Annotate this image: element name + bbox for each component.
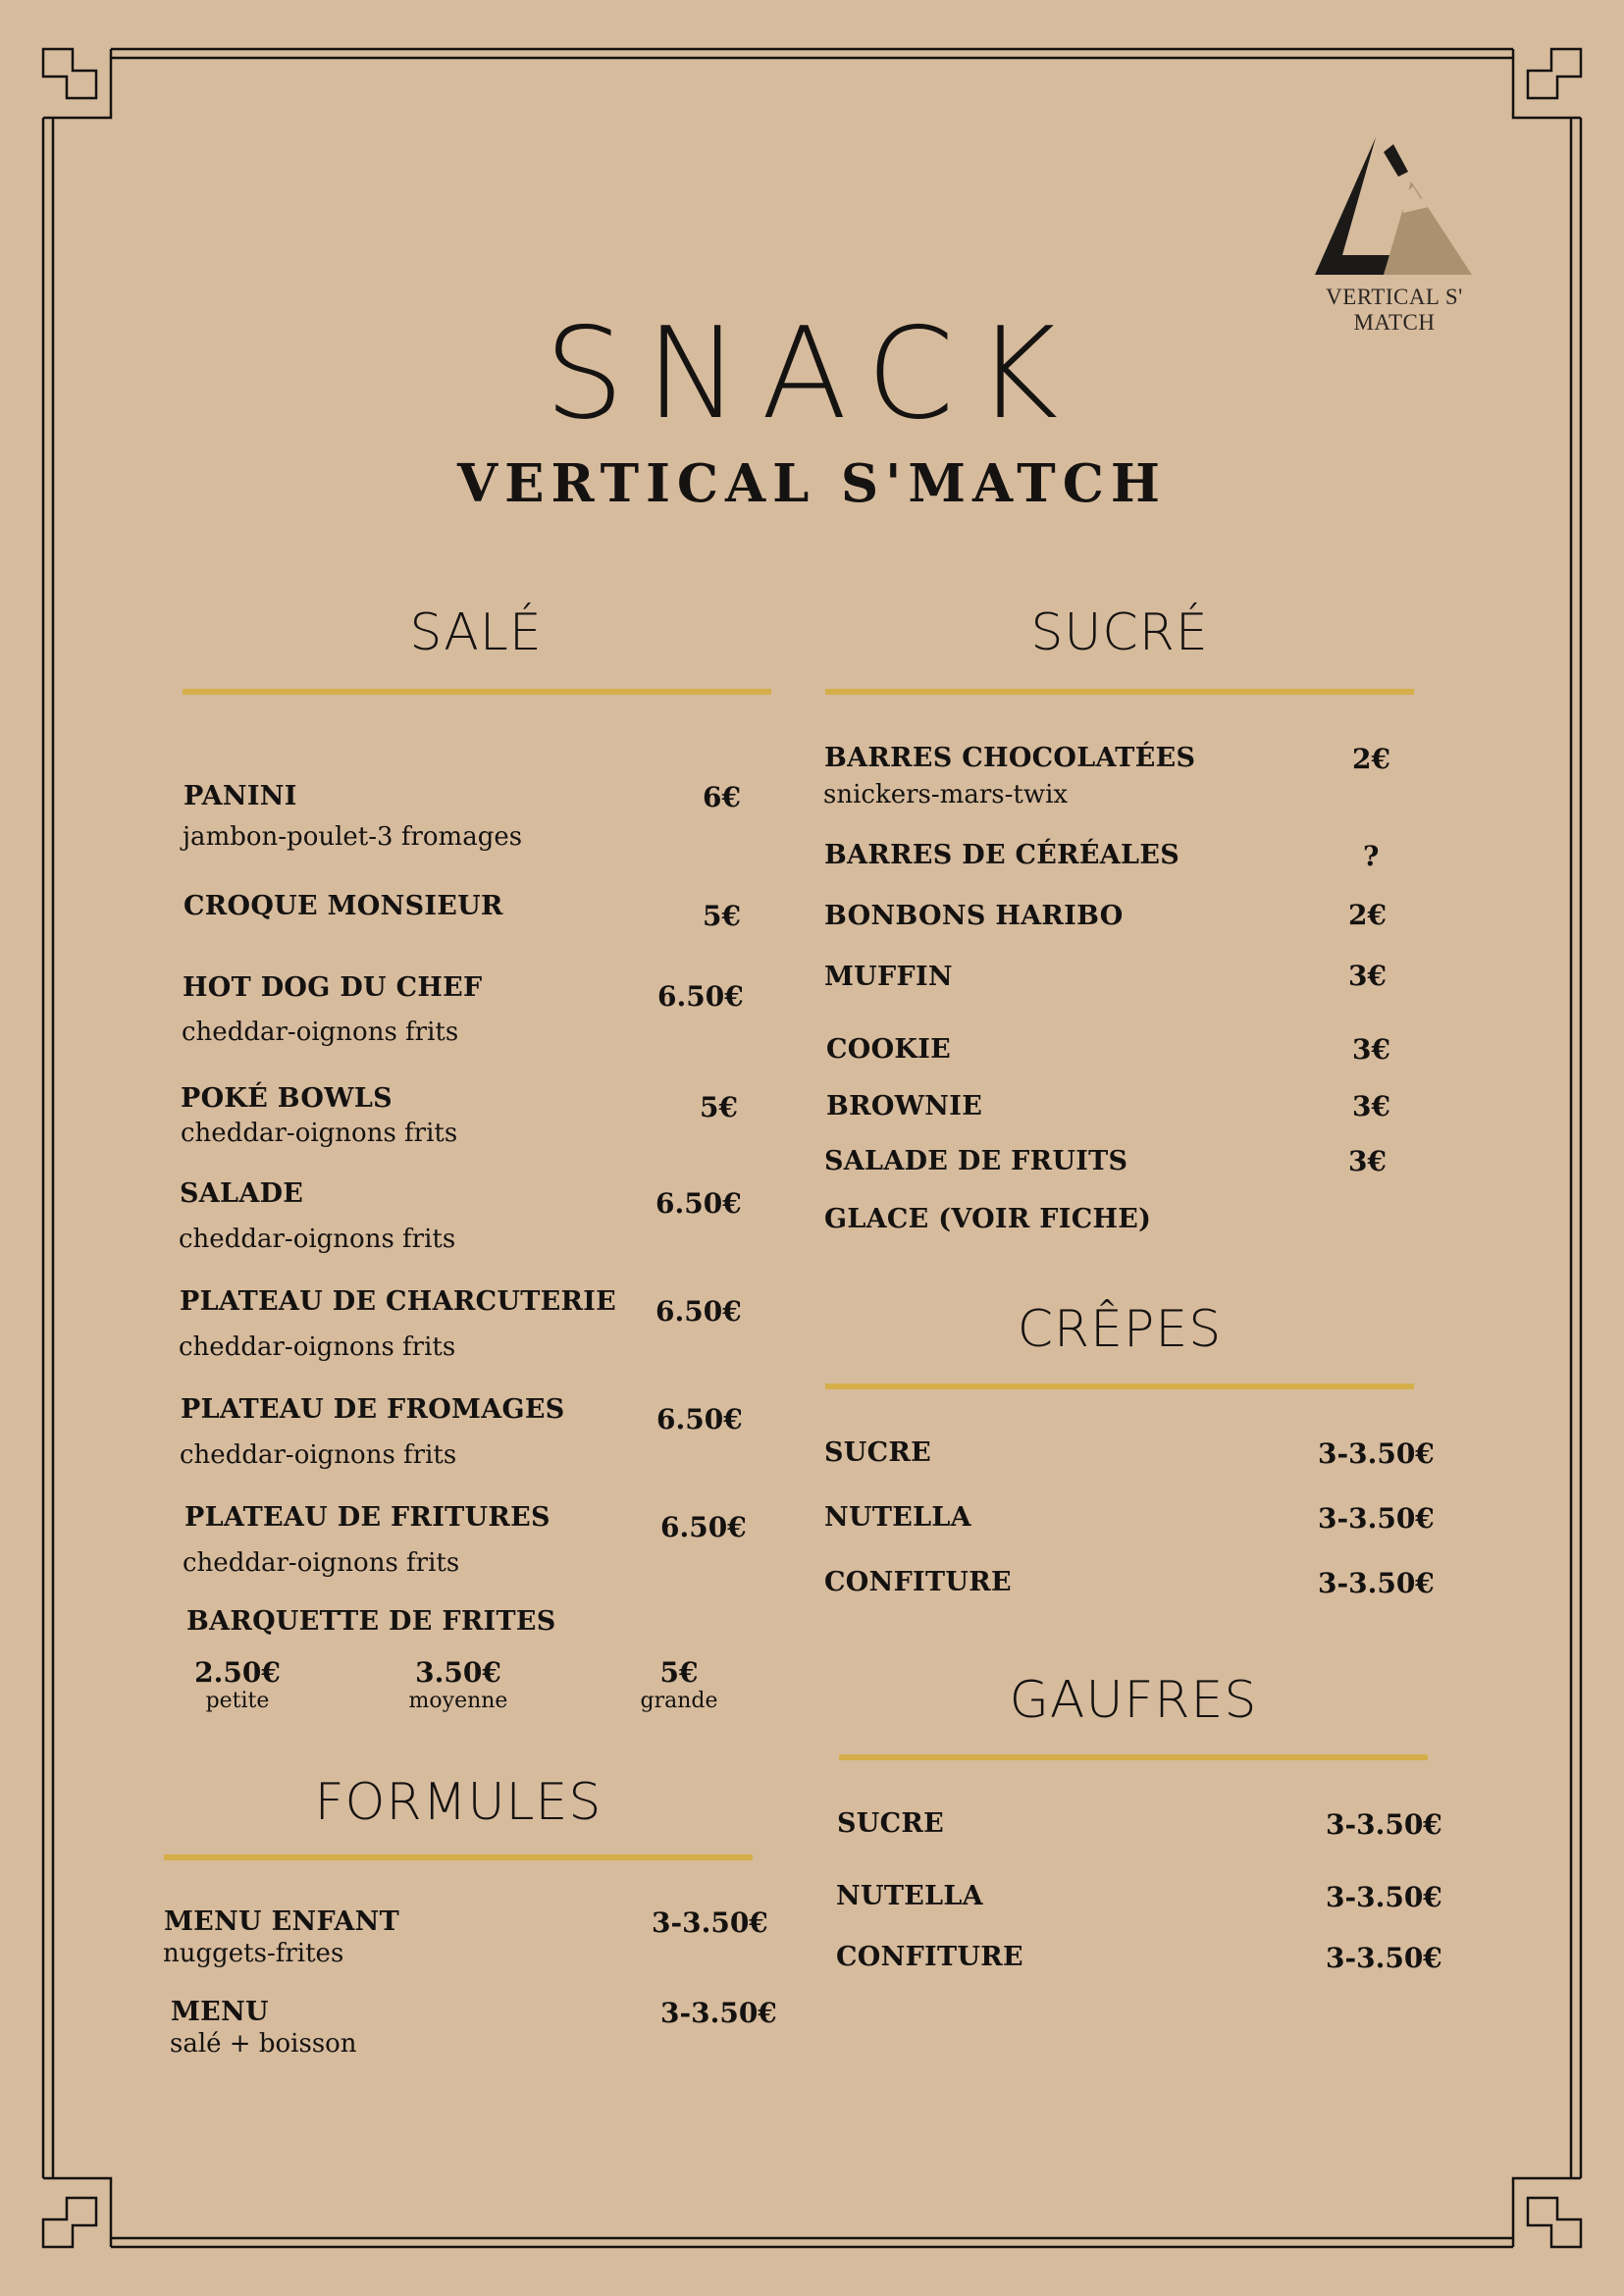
item-price: 3-3.50€ (1318, 1437, 1435, 1470)
item-description: snickers-mars-twix (823, 780, 1069, 809)
section-rule-sucre (825, 689, 1414, 695)
item-price: 6€ (703, 781, 741, 813)
frites-size-price: 3.50€ (415, 1656, 501, 1689)
item-description: cheddar-oignons frits (182, 1018, 459, 1047)
item-name: PLATEAU DE FROMAGES (181, 1394, 565, 1425)
item-name: POKÉ BOWLS (181, 1083, 393, 1114)
section-title-gaufres: GAUFRES (1009, 1671, 1258, 1730)
item-price: 2€ (1348, 899, 1387, 931)
item-price: 2€ (1352, 743, 1390, 775)
item-name: BARRES CHOCOLATÉES (824, 743, 1196, 773)
item-name: BARQUETTE DE FRITES (186, 1606, 556, 1637)
section-rule-sale (183, 689, 771, 695)
frites-size-grande (610, 1656, 748, 1713)
section-title-crepes: CRÊPES (1017, 1300, 1223, 1359)
vertical-smatch-logo (1285, 132, 1501, 280)
item-price: 3-3.50€ (660, 1997, 777, 2029)
item-name: GLACE (VOIR FICHE) (824, 1204, 1152, 1234)
item-name: CONFITURE (824, 1567, 1012, 1597)
item-name: MENU (171, 1997, 269, 2027)
item-name: NUTELLA (824, 1502, 971, 1533)
item-price: 6.50€ (655, 1295, 742, 1328)
item-price: 6.50€ (656, 1403, 743, 1435)
item-name: SUCRE (837, 1808, 945, 1839)
item-name: CROQUE MONSIEUR (183, 891, 503, 921)
item-name: PLATEAU DE FRITURES (184, 1502, 550, 1533)
frites-size-petite (169, 1656, 306, 1713)
page-subtitle: VERTICAL S'MATCH (457, 453, 1167, 514)
item-name: BONBONS HARIBO (824, 901, 1124, 931)
item-description: cheddar-oignons frits (183, 1548, 460, 1578)
frites-size-price: 2.50€ (194, 1656, 281, 1689)
item-price: 3-3.50€ (1318, 1502, 1435, 1535)
item-description: cheddar-oignons frits (179, 1332, 456, 1362)
section-title-sale: SALÉ (409, 603, 543, 662)
item-price: 3-3.50€ (1326, 1881, 1442, 1913)
section-title-sucre: SUCRÉ (1030, 603, 1209, 662)
item-price: 3-3.50€ (1318, 1567, 1435, 1599)
item-price: 3-3.50€ (1326, 1942, 1442, 1974)
item-price: 5€ (703, 900, 741, 932)
item-description: cheddar-oignons frits (181, 1119, 458, 1148)
frites-size-price: 5€ (659, 1656, 699, 1689)
section-rule-formules (164, 1854, 753, 1860)
page-title: SNACK (544, 301, 1080, 447)
item-name: BROWNIE (826, 1091, 983, 1122)
item-name: BARRES DE CÉRÉALES (824, 840, 1180, 870)
item-price: 3€ (1348, 1145, 1387, 1177)
item-price: 6.50€ (660, 1511, 747, 1543)
item-name: MENU ENFANT (164, 1906, 399, 1937)
item-price: 3€ (1352, 1033, 1390, 1066)
item-price: 3€ (1352, 1090, 1390, 1122)
item-description: jambon-poulet-3 fromages (183, 822, 523, 852)
section-rule-crepes (825, 1383, 1414, 1389)
item-name: NUTELLA (836, 1881, 983, 1911)
frites-size-label: petite (205, 1689, 270, 1713)
item-name: SALADE DE FRUITS (824, 1146, 1128, 1176)
item-price: 6.50€ (655, 1187, 742, 1220)
item-name: HOT DOG DU CHEF (183, 972, 483, 1003)
item-description: salé + boisson (170, 2029, 357, 2059)
item-price: 3-3.50€ (652, 1906, 768, 1939)
item-name: PANINI (183, 781, 297, 811)
frites-size-label: moyenne (408, 1689, 508, 1713)
item-description: nuggets-frites (163, 1939, 344, 1968)
item-name: CONFITURE (836, 1942, 1023, 1972)
item-name: SALADE (180, 1178, 304, 1209)
item-description: cheddar-oignons frits (179, 1225, 456, 1254)
item-name: COOKIE (826, 1034, 952, 1065)
section-title-formules: FORMULES (314, 1773, 602, 1832)
frites-size-label: grande (640, 1689, 718, 1713)
item-price: ? (1363, 840, 1380, 872)
item-price: 3€ (1348, 960, 1387, 992)
frites-size-moyenne (390, 1656, 527, 1713)
section-rule-gaufres (839, 1754, 1428, 1760)
item-description: cheddar-oignons frits (180, 1440, 457, 1470)
logo-text: VERTICAL S' MATCH (1326, 285, 1463, 335)
item-name: PLATEAU DE CHARCUTERIE (180, 1286, 617, 1317)
item-name: MUFFIN (824, 962, 953, 992)
item-price: 6.50€ (657, 980, 744, 1013)
item-name: SUCRE (824, 1437, 932, 1468)
item-price: 5€ (700, 1091, 738, 1123)
item-price: 3-3.50€ (1326, 1808, 1442, 1841)
